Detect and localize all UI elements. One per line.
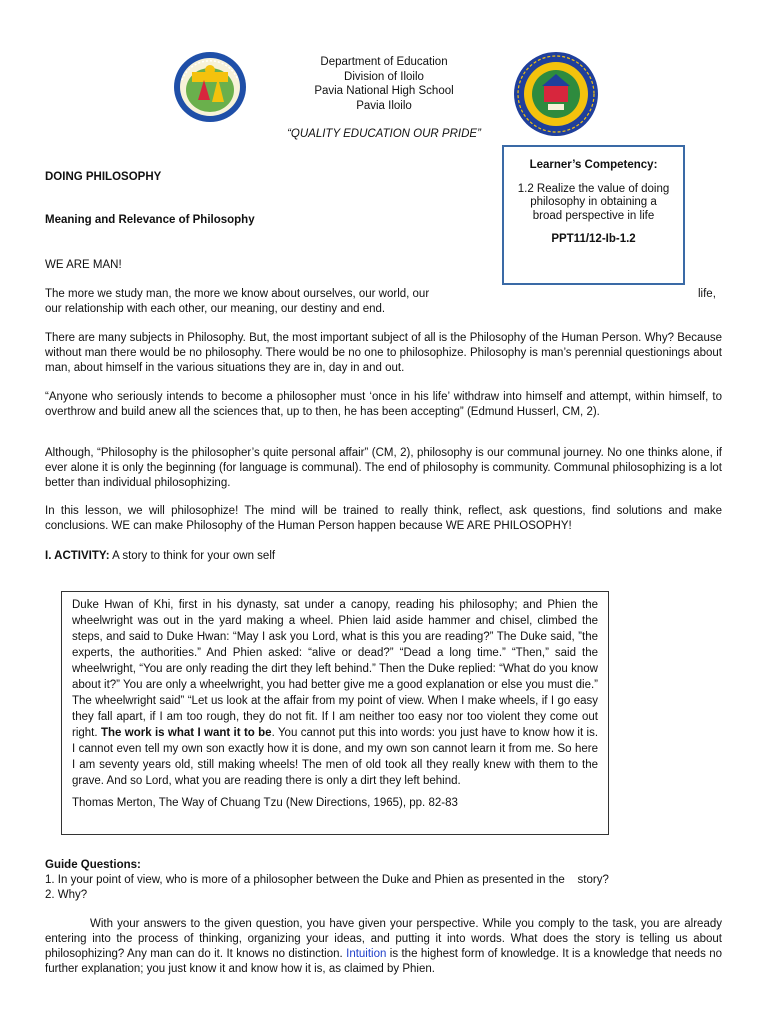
- header-line-1: Department of Education: [320, 56, 448, 68]
- school-seal-logo: [512, 50, 604, 138]
- competency-title: Learner’s Competency:: [529, 159, 658, 171]
- story-text-part-2: . You cannot put this into words: you just have to know how it is. I cannot even tell my own son exactly how it is done, and my own son cannot learn it from me. So here I am seventy years old, still making wheels! The men of old took all they really knew with them to the grave. And so Lord, what you are reading there is only a dirt they left behind.: [72, 727, 599, 787]
- paragraph-5: In this lesson, we will philosophize! The mind will be trained to really think, reflect, ask questions, find solutions and make conclusions. WE can make Philosophy of the Human Person happen because WE ARE PHILOSOPHY!: [45, 505, 722, 532]
- guide-questions-heading: Guide Questions:: [45, 859, 141, 871]
- lesson-title: DOING PHILOSOPHY: [45, 171, 162, 183]
- paragraph-4: Although, “Philosophy is the philosopher’s quite personal affair” (CM, 2), philosophy is our communal journey. No one thinks alone, if ever alone it is only the beginning (for language is communal). The end of philosophy is community. Communal philosophizing is a lot better than individual philosophizing.: [45, 447, 722, 489]
- guide-question-1: 1. In your point of view, who is more of a philosopher between the Duke and Phien as presented in the story?: [45, 874, 609, 886]
- intro-heading: WE ARE MAN!: [45, 259, 122, 271]
- activity-label: I. ACTIVITY:: [45, 550, 110, 562]
- closing-text-part-1: With your answers to the given question, you have given your perspective. While you comply to the task, you are already entering into the process of thinking, organizing your ideas, and putting it into words. What does the story is telling us about philosophizing? Any man can do it. It knows no distinction.: [45, 918, 722, 960]
- story-text-part-1: Duke Hwan of Khi, first in his dynasty, sat under a canopy, reading his philosophy; and Phien the wheelwright was out in the yard making a wheel. Phien laid aside hammer and chisel, climbed the steps, and said to Duke Hwan: “May I ask you Lord, what is this you are reading?” The Duke said, ”the experts, the authorities.” And Phien asked: “alive or dead?” “Dead a long time.” “Then,” said the wheelwright, “You are only reading the dirt they left behind.” Then the Duke replied: “What do you know about it?” You are only a wheelwright, you had better give me a good explanation or else you must die.” The wheelwright said” “Let us look at the affair from my point of view. When I make wheels, if I go easy they fall apart, if I am too rough, they do not fit. If I am neither too easy nor too violent they come out right.: [72, 599, 598, 739]
- activity-text: A story to think for your own self: [109, 550, 276, 562]
- paragraph-3: “Anyone who seriously intends to become a philosopher must ‘once in his life’ withdraw into himself and attempt, within himself, to overthrow and build anew all the sciences that, up to then, he has been accepting” (Edmund Husserl, CM, 2).: [45, 391, 722, 418]
- header-line-3: Pavia National High School: [314, 85, 454, 97]
- paragraph-1-line-2: our relationship with each other, our meaning, our destiny and end.: [45, 303, 386, 315]
- header-line-4: Pavia Iloilo: [356, 99, 412, 112]
- guide-question-2: 2. Why?: [45, 889, 88, 901]
- competency-code: PPT11/12-Ib-1.2: [551, 233, 636, 245]
- paragraph-2: There are many subjects in Philosophy. But, the most important subject of all is the Philosophy of the Human Person. Why? Because without man there would be no philosophy. There would be no one to philosophize. Philosophy is man’s perennial questionings about man, about himself in the various situations they are in, day in and out.: [45, 332, 722, 374]
- closing-paragraph: [45, 917, 722, 977]
- story-citation: Thomas Merton, The Way of Chuang Tzu (New Directions, 1965), pp. 82-83: [72, 797, 458, 809]
- header-line-2: Division of Iloilo: [344, 70, 424, 83]
- activity-line: [45, 549, 275, 564]
- closing-text-part-2: is the highest form of knowledge. It is a knowledge that needs no further explanation; you just know it and know how it is, as claimed by Phien.: [45, 948, 722, 975]
- lesson-subtitle: Meaning and Relevance of Philosophy: [45, 214, 255, 226]
- intuition-link[interactable]: Intuition: [346, 948, 387, 960]
- school-motto: “QUALITY EDUCATION OUR PRIDE”: [287, 128, 481, 140]
- competency-description: 1.2 Realize the value of doing philosophy in obtaining a broad perspective in life: [517, 182, 670, 222]
- story-bold-text: The work is what I want it to be: [100, 727, 272, 739]
- paragraph-1-line-1a: The more we study man, the more we know about ourselves, our world, our: [45, 288, 430, 300]
- paragraph-1-line-1b: life,: [698, 288, 716, 300]
- story-box: [61, 591, 609, 835]
- learner-competency-box: [502, 145, 685, 285]
